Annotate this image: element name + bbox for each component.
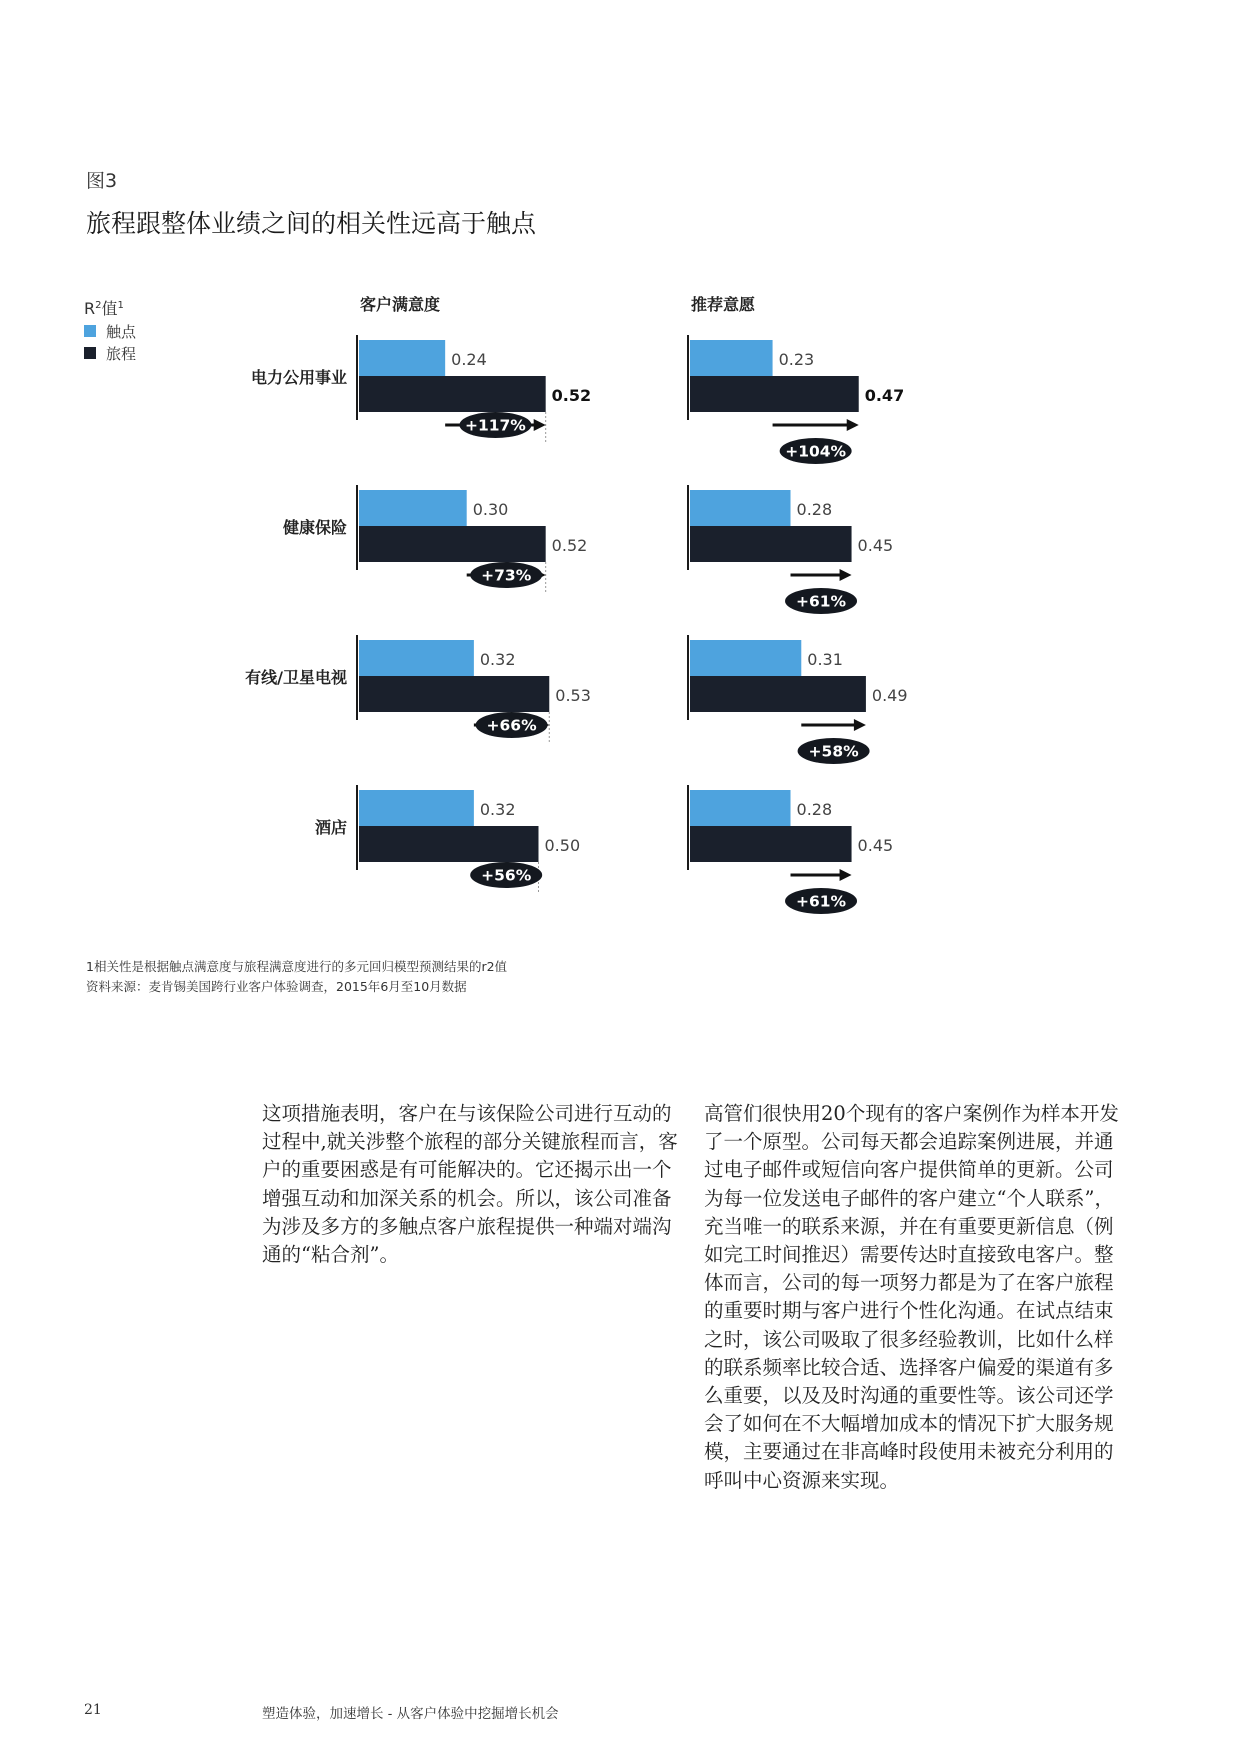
bar-journey	[690, 376, 859, 412]
bar-journey	[359, 676, 549, 712]
figure-title: 旅程跟整体业绩之间的相关性远高于触点	[86, 209, 537, 238]
bar-touchpoint	[359, 790, 474, 826]
category-label: 酒店	[314, 818, 347, 837]
footnote-definition: 1相关性是根据触点满意度与旅程满意度进行的多元回归模型预测结果的r2值	[86, 959, 508, 974]
legend-heading: $R^2$值$^1$	[84, 299, 124, 318]
value-label-touchpoint: 0.28	[796, 800, 833, 819]
legend-swatch-touchpoint	[84, 325, 96, 337]
panel-title: 推荐意愿	[691, 295, 756, 314]
increase-label: +61%	[795, 892, 847, 911]
footnote-source: 资料来源：麦肯锡美国跨行业客户体验调查，2015年6月至10月数据	[86, 979, 467, 994]
increase-label: +61%	[795, 592, 847, 611]
increase-label: +117%	[464, 416, 526, 435]
bar-touchpoint	[359, 490, 467, 526]
value-label-journey: 0.45	[857, 536, 894, 555]
value-label-journey: 0.52	[551, 386, 592, 405]
legend-swatch-journey	[84, 347, 96, 359]
figure-label: 图3	[86, 170, 118, 192]
running-footer-title: 塑造体验，加速增长 - 从客户体验中挖掘增长机会	[262, 1706, 559, 1722]
bar-journey	[359, 376, 546, 412]
legend-label-journey: 旅程	[106, 345, 137, 363]
bar-touchpoint	[690, 340, 773, 376]
chart-legend	[84, 299, 137, 363]
bar-journey	[359, 826, 539, 862]
category-label: 电力公用事业	[250, 368, 347, 387]
value-label-journey: 0.47	[864, 386, 905, 405]
increase-arrow-head	[840, 569, 852, 581]
increase-label: +56%	[481, 866, 532, 885]
increase-arrow-head	[854, 719, 866, 731]
chart-footnote	[86, 957, 507, 997]
value-label-journey: 0.45	[857, 836, 894, 855]
value-label-journey: 0.49	[871, 686, 908, 705]
value-label-touchpoint: 0.32	[479, 650, 516, 669]
bar-touchpoint	[690, 790, 791, 826]
increase-arrow-head	[840, 869, 852, 881]
increase-label: +58%	[808, 742, 859, 761]
value-label-touchpoint: 0.32	[479, 800, 516, 819]
bar-journey	[690, 526, 852, 562]
bar-touchpoint	[690, 490, 791, 526]
body-paragraph: 这项措施表明，客户在与该保险公司进行互动的过程中,就关涉整个旅程的部分关键旅程而言，客户的重要困惑是有可能解决的。它还揭示出一个增强互动和加深关系的机会。所以，该公司准备为涉及多方的多触点客户旅程提供一种端对端沟通的“粘合剂”。	[262, 1102, 678, 1267]
value-label-touchpoint: 0.31	[807, 650, 843, 669]
bar-touchpoint	[359, 640, 474, 676]
increase-label: +104%	[785, 442, 847, 461]
increase-label: +66%	[486, 716, 537, 735]
value-label-touchpoint: 0.24	[451, 350, 487, 369]
body-column-right	[704, 1100, 1124, 1495]
category-label: 健康保险	[282, 518, 347, 537]
bar-journey	[690, 676, 866, 712]
increase-arrow-head	[847, 419, 859, 431]
value-label-journey: 0.52	[551, 536, 588, 555]
body-paragraph: 高管们很快用20个现有的客户案例作为样本开发了一个原型。公司每天都会追踪案例进展，并通过电子邮件或短信向客户提供简单的更新。公司为每一位发送电子邮件的客户建立“个人联系”，充当唯一的联系来源，并在有重要更新信息（例如完工时间推迟）需要传达时直接致电客户。整体而言，公司的每一项努力都是为了在客户旅程的重要时期与客户进行个性化沟通。在试点结束之时，该公司吸取了很多经验教训，比如什么样的联系频率比较合适、选择客户偏爱的渠道有多么重要，以及及时沟通的重要性等。该公司还学会了如何在不大幅增加成本的情况下扩大服务规模，主要通过在非高峰时段使用未被充分利用的呼叫中心资源来实现。	[704, 1102, 1119, 1492]
increase-label: +73%	[481, 566, 532, 585]
value-label-touchpoint: 0.28	[796, 500, 833, 519]
body-column-left	[262, 1100, 682, 1269]
value-label-touchpoint: 0.23	[778, 350, 815, 369]
legend-label-touchpoint: 触点	[106, 323, 137, 341]
category-label: 有线/卫星电视	[245, 668, 347, 687]
bar-touchpoint	[359, 340, 445, 376]
value-label-journey: 0.50	[544, 836, 581, 855]
bar-journey	[690, 826, 852, 862]
value-label-touchpoint: 0.30	[472, 500, 509, 519]
bar-journey	[359, 526, 546, 562]
panel-title: 客户满意度	[360, 295, 441, 314]
value-label-journey: 0.53	[555, 686, 591, 705]
increase-arrow-head	[534, 419, 546, 431]
page-number: 21	[84, 1702, 102, 1718]
bar-touchpoint	[690, 640, 801, 676]
